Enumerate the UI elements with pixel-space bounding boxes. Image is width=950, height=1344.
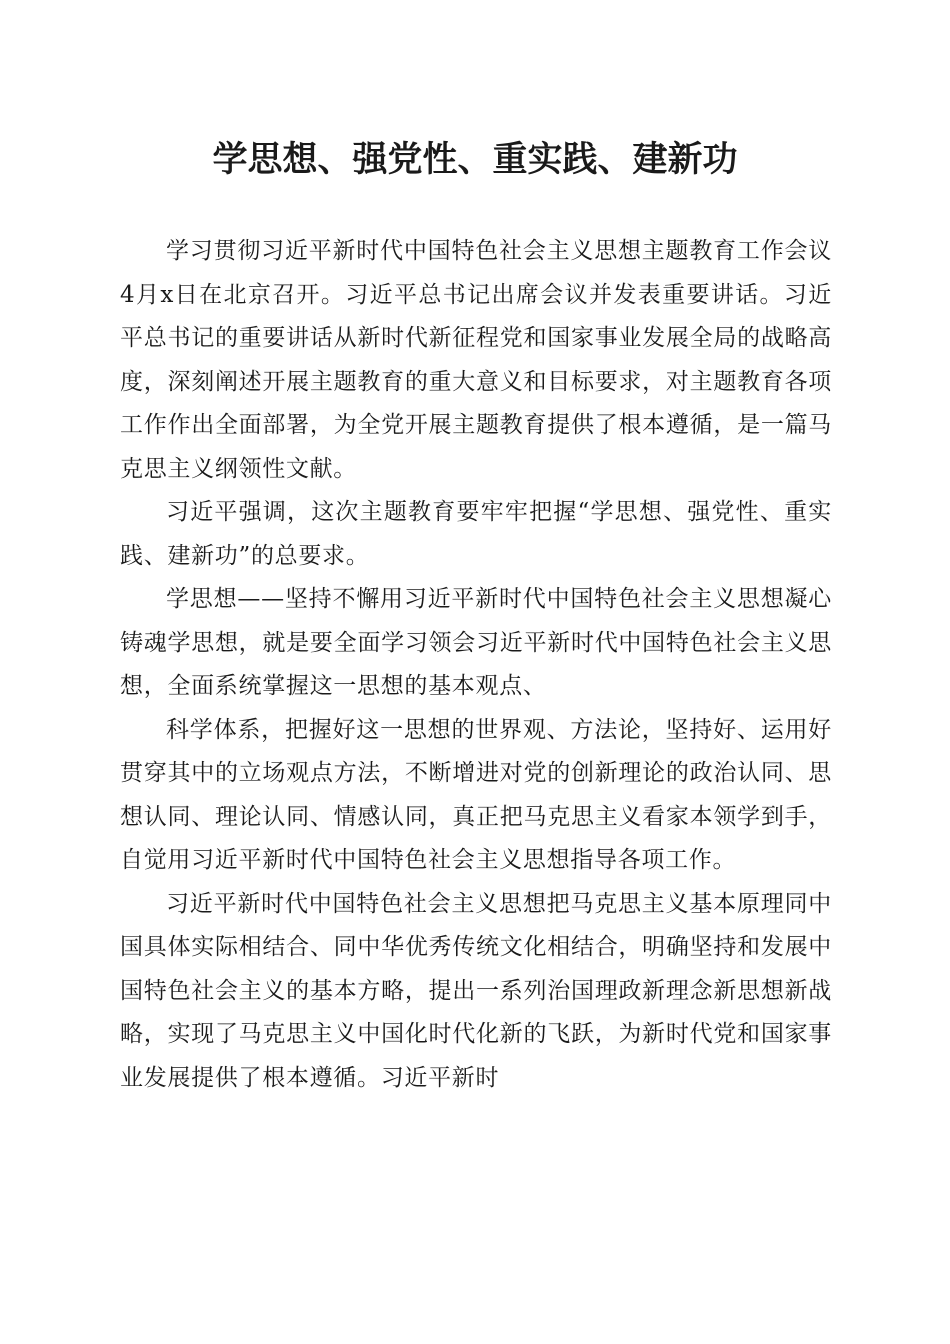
- paragraph-5: 习近平新时代中国特色社会主义思想把马克思主义基本原理同中国具体实际相结合、同中华优秀传统文化相结合，明确坚持和发展中国特色社会主义的基本方略，提出一系列治国理政新理念新思想新战略，实现了马克思主义中国化时代化新的飞跃，为新时代党和国家事业发展提供了根本遵循。习近平新时: [120, 890, 832, 1091]
- document-body: [120, 230, 832, 1100]
- paragraph-4: 科学体系，把握好这一思想的世界观、方法论，坚持好、运用好贯穿其中的立场观点方法，不断增进对党的创新理论的政治认同、思想认同、理论认同、情感认同，真正把马克思主义看家本领学到手，自觉用习近平新时代中国特色社会主义思想指导各项工作。: [120, 716, 832, 873]
- paragraph-2: 习近平强调，这次主题教育要牢牢把握“学思想、强党性、重实践、建新功”的总要求。: [120, 499, 832, 569]
- paragraph-1: 学习贯彻习近平新时代中国特色社会主义思想主题教育工作会议4月x日在北京召开。习近平总书记出席会议并发表重要讲话。习近平总书记的重要讲话从新时代新征程党和国家事业发展全局的战略高度，深刻阐述开展主题教育的重大意义和目标要求，对主题教育各项工作作出全面部署，为全党开展主题教育提供了根本遵循，是一篇马克思主义纲领性文献。: [120, 238, 832, 482]
- document-title: 学思想、强党性、重实践、建新功: [212, 139, 738, 180]
- paragraph-3: 学思想——坚持不懈用习近平新时代中国特色社会主义思想凝心铸魂学思想，就是要全面学习领会习近平新时代中国特色社会主义思想，全面系统掌握这一思想的基本观点、: [120, 586, 832, 699]
